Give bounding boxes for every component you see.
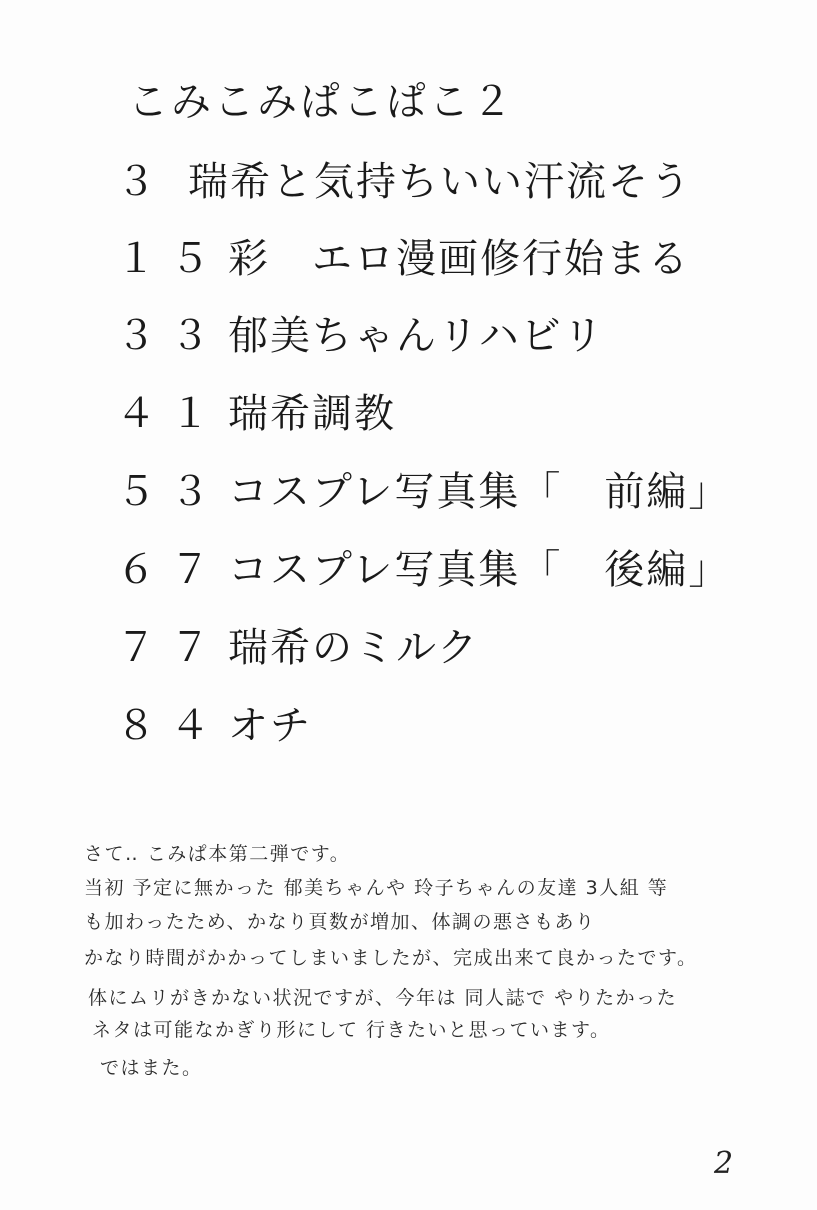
note-line: かなり時間がかかってしまいましたが、完成出来て良かったです。 bbox=[84, 947, 698, 969]
toc-chapter-title: 瑞希調教 bbox=[228, 391, 396, 437]
toc-page-number: ３３ bbox=[116, 313, 224, 359]
toc-chapter-title: 瑞希のミルク bbox=[228, 625, 480, 671]
toc-chapter-title: コスプレ写真集「 前編」 bbox=[228, 469, 731, 515]
page-number: 2 bbox=[714, 1146, 734, 1181]
toc-page-number: ７７ bbox=[116, 625, 224, 671]
toc-entry bbox=[0, 464, 817, 524]
note-line: ではまた。 bbox=[100, 1057, 203, 1079]
toc-entry bbox=[0, 698, 817, 758]
toc-chapter-title: コスプレ写真集「 後編」 bbox=[228, 547, 731, 593]
toc-entry bbox=[0, 154, 817, 214]
toc-page-number: ５３ bbox=[116, 469, 224, 515]
toc-chapter-title: 瑞希と気持ちいい汗流そう bbox=[188, 159, 692, 205]
toc-chapter-title: オチ bbox=[228, 703, 312, 749]
toc-page-number: ３ bbox=[116, 159, 170, 205]
toc-entry bbox=[0, 231, 817, 291]
toc-page-number: １５ bbox=[116, 236, 224, 282]
toc-chapter-title: 彩 エロ漫画修行始まる bbox=[228, 236, 690, 282]
toc-entry bbox=[0, 542, 817, 602]
note-line: ネタは可能なかぎり形にして 行きたいと思っています。 bbox=[92, 1019, 611, 1041]
note-line: さて‥ こみぱ本第二弾です。 bbox=[84, 843, 351, 865]
book-title: こみこみぱこぱこ２ bbox=[128, 79, 515, 125]
toc-page-number: ６７ bbox=[116, 547, 224, 593]
toc-page-number: ８４ bbox=[116, 703, 224, 749]
note-line: も加わったため、かなり頁数が増加、体調の悪さもあり bbox=[84, 911, 596, 933]
toc-entry bbox=[0, 308, 817, 368]
toc-entry bbox=[0, 620, 817, 680]
note-line: 体にムリがきかない状況ですが、今年は 同人誌で やりたかった bbox=[88, 987, 678, 1009]
toc-entry bbox=[0, 386, 817, 446]
toc-chapter-title: 郁美ちゃんリハビリ bbox=[228, 313, 605, 359]
toc-page-number: ４１ bbox=[116, 391, 224, 437]
note-line: 当初 予定に無かった 郁美ちゃんや 玲子ちゃんの友達 3人組 等 bbox=[84, 877, 669, 899]
